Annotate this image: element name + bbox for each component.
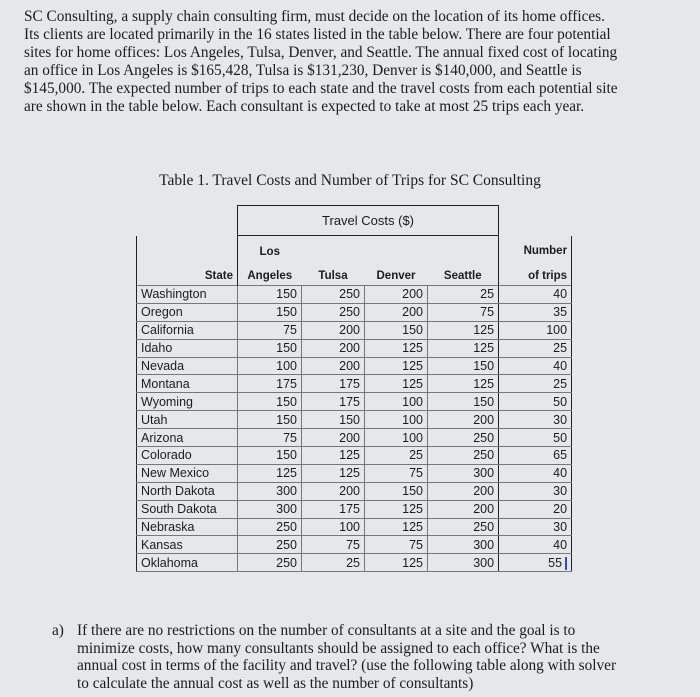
cell-tulsa: 200 bbox=[302, 339, 365, 357]
cell-trips: 30 bbox=[499, 518, 572, 536]
cell-denver: 75 bbox=[365, 464, 428, 482]
cell-denver: 125 bbox=[365, 339, 428, 357]
intro-line: Its clients are located primarily in the 16 states listed in the table below. There are four potential bbox=[24, 26, 611, 43]
cell-trips: 50 bbox=[499, 393, 572, 411]
cell-denver: 125 bbox=[365, 375, 428, 393]
cell-trips: 30 bbox=[499, 482, 572, 500]
cell-tulsa: 175 bbox=[302, 500, 365, 518]
table-caption: Table 1. Travel Costs and Number of Trips for SC Consulting bbox=[159, 172, 541, 189]
cell-la: 150 bbox=[238, 411, 302, 429]
cell-denver: 125 bbox=[365, 500, 428, 518]
cell-la: 150 bbox=[238, 339, 302, 357]
question-line: to calculate the annual cost as well as the number of consultants) bbox=[77, 674, 474, 692]
cell-seattle: 200 bbox=[428, 411, 499, 429]
table-row bbox=[137, 411, 572, 429]
cell-state: Oklahoma bbox=[137, 554, 238, 572]
cell-trips: 65 bbox=[499, 447, 572, 465]
cell-trips: 50 bbox=[499, 429, 572, 447]
table-row bbox=[137, 357, 572, 375]
cell-tulsa: 200 bbox=[302, 482, 365, 500]
table-row bbox=[137, 339, 572, 357]
cell-state: New Mexico bbox=[137, 464, 238, 482]
intro-line: $145,000. The expected number of trips to each state and the travel costs from each potential site bbox=[24, 80, 618, 97]
table-row bbox=[137, 518, 572, 536]
intro-line: SC Consulting, a supply chain consulting firm, must decide on the location of its home offices. bbox=[24, 8, 605, 25]
table-row bbox=[137, 500, 572, 518]
table-row bbox=[137, 447, 572, 465]
cell-state: Arizona bbox=[137, 429, 238, 447]
cell-la: 150 bbox=[238, 303, 302, 321]
cell-trips: 25 bbox=[499, 339, 572, 357]
cell-state: Kansas bbox=[137, 536, 238, 554]
header-trips-top: Number bbox=[499, 236, 572, 268]
cell-tulsa: 175 bbox=[302, 375, 365, 393]
cell-la: 250 bbox=[238, 518, 302, 536]
cell-trips: 40 bbox=[499, 286, 572, 304]
cell-la: 150 bbox=[238, 393, 302, 411]
cell-trips: 40 bbox=[499, 536, 572, 554]
cell-trips: 25 bbox=[499, 375, 572, 393]
cell-seattle: 25 bbox=[428, 286, 499, 304]
intro-line: sites for home offices: Los Angeles, Tulsa, Denver, and Seattle. The annual fixed cost of locating bbox=[24, 44, 618, 61]
header-seattle: Seattle bbox=[428, 267, 499, 286]
cell-seattle: 125 bbox=[428, 375, 499, 393]
cell-state: Nevada bbox=[137, 357, 238, 375]
cell-seattle: 125 bbox=[428, 339, 499, 357]
cell-trips: 20 bbox=[499, 500, 572, 518]
cell-la: 300 bbox=[238, 500, 302, 518]
cell-state: Colorado bbox=[137, 447, 238, 465]
table-row bbox=[137, 429, 572, 447]
cell-denver: 125 bbox=[365, 357, 428, 375]
cell-state: California bbox=[137, 321, 238, 339]
cell-la: 175 bbox=[238, 375, 302, 393]
question-label: a) bbox=[52, 622, 64, 639]
intro-line: an office in Los Angeles is $165,428, Tulsa is $131,230, Denver is $140,000, and Seattle is bbox=[24, 62, 582, 79]
header-tulsa: Tulsa bbox=[318, 270, 348, 282]
cell-seattle: 150 bbox=[428, 393, 499, 411]
cell-seattle: 75 bbox=[428, 303, 499, 321]
table-row bbox=[137, 393, 572, 411]
problem-intro bbox=[24, 8, 689, 116]
intro-line: are shown in the table below. Each consultant is expected to take at most 25 trips each year. bbox=[24, 98, 585, 115]
cell-seattle: 300 bbox=[428, 536, 499, 554]
question-line: minimize costs, how many consultants should be assigned to each office? What is the bbox=[77, 639, 600, 657]
header-los-angeles-top: Los bbox=[238, 236, 302, 268]
cell-state: Montana bbox=[137, 375, 238, 393]
cell-tulsa: 250 bbox=[302, 303, 365, 321]
header-state: State bbox=[137, 267, 238, 286]
cell-state: Oregon bbox=[137, 303, 238, 321]
table-row bbox=[137, 536, 572, 554]
cell-seattle: 150 bbox=[428, 357, 499, 375]
cell-tulsa: 100 bbox=[302, 518, 365, 536]
cell-la: 250 bbox=[238, 536, 302, 554]
cell-la: 125 bbox=[238, 464, 302, 482]
cell-la: 75 bbox=[238, 321, 302, 339]
cell-tulsa: 175 bbox=[302, 393, 365, 411]
cell-denver: 125 bbox=[365, 554, 428, 572]
table-row bbox=[137, 554, 572, 572]
cell-tulsa: 125 bbox=[302, 464, 365, 482]
travel-cost-table bbox=[136, 205, 571, 582]
cell-denver: 200 bbox=[365, 286, 428, 304]
travel-costs-group-header: Travel Costs ($) bbox=[238, 206, 499, 236]
header-denver: Denver bbox=[376, 270, 416, 282]
cell-denver: 100 bbox=[365, 429, 428, 447]
cell-state: Utah bbox=[137, 411, 238, 429]
table-row bbox=[137, 321, 572, 339]
cell-tulsa: 200 bbox=[302, 429, 365, 447]
cell-seattle: 250 bbox=[428, 447, 499, 465]
cell-denver: 150 bbox=[365, 482, 428, 500]
table-row bbox=[137, 303, 572, 321]
cell-la: 250 bbox=[238, 554, 302, 572]
cell-trips: 40 bbox=[499, 464, 572, 482]
cell-tulsa: 250 bbox=[302, 286, 365, 304]
header-los-angeles-bottom: Angeles bbox=[238, 267, 302, 286]
cell-state: Idaho bbox=[137, 339, 238, 357]
cell-la: 75 bbox=[238, 429, 302, 447]
cell-la: 150 bbox=[238, 286, 302, 304]
cell-denver: 25 bbox=[365, 447, 428, 465]
cell-seattle: 250 bbox=[428, 429, 499, 447]
cell-state: Washington bbox=[137, 286, 238, 304]
cell-state: Wyoming bbox=[137, 393, 238, 411]
cell-la: 100 bbox=[238, 357, 302, 375]
cell-trips: 40 bbox=[499, 357, 572, 375]
question-a bbox=[52, 622, 692, 692]
cell-tulsa: 200 bbox=[302, 357, 365, 375]
cell-denver: 100 bbox=[365, 411, 428, 429]
cell-state: South Dakota bbox=[137, 500, 238, 518]
cell-state: Nebraska bbox=[137, 518, 238, 536]
cell-tulsa: 75 bbox=[302, 536, 365, 554]
question-line: annual cost in terms of the facility and travel? (use the following table along with solver bbox=[77, 657, 617, 674]
cell-state: North Dakota bbox=[137, 482, 238, 500]
cell-la: 150 bbox=[238, 447, 302, 465]
cell-trips: 35 bbox=[499, 303, 572, 321]
table-row bbox=[137, 375, 572, 393]
cell-trips: 55 bbox=[499, 554, 572, 572]
cell-seattle: 125 bbox=[428, 321, 499, 339]
cell-seattle: 250 bbox=[428, 518, 499, 536]
cell-la: 300 bbox=[238, 482, 302, 500]
cell-tulsa: 150 bbox=[302, 411, 365, 429]
cell-denver: 125 bbox=[365, 518, 428, 536]
header-trips-bottom: of trips bbox=[499, 267, 572, 286]
cell-denver: 100 bbox=[365, 393, 428, 411]
question-line: If there are no restrictions on the number of consultants at a site and the goal is to bbox=[77, 622, 576, 639]
table-row bbox=[137, 464, 572, 482]
cell-seattle: 300 bbox=[428, 464, 499, 482]
cell-denver: 200 bbox=[365, 303, 428, 321]
cell-tulsa: 25 bbox=[302, 554, 365, 572]
cell-seattle: 300 bbox=[428, 554, 499, 572]
cell-trips: 100 bbox=[499, 321, 572, 339]
cell-seattle: 200 bbox=[428, 482, 499, 500]
cell-trips: 30 bbox=[499, 411, 572, 429]
table-row bbox=[137, 482, 572, 500]
cell-tulsa: 125 bbox=[302, 447, 365, 465]
cell-seattle: 200 bbox=[428, 500, 499, 518]
table-row bbox=[137, 286, 572, 304]
text-cursor bbox=[565, 557, 567, 570]
cell-tulsa: 200 bbox=[302, 321, 365, 339]
cell-denver: 150 bbox=[365, 321, 428, 339]
cell-denver: 75 bbox=[365, 536, 428, 554]
